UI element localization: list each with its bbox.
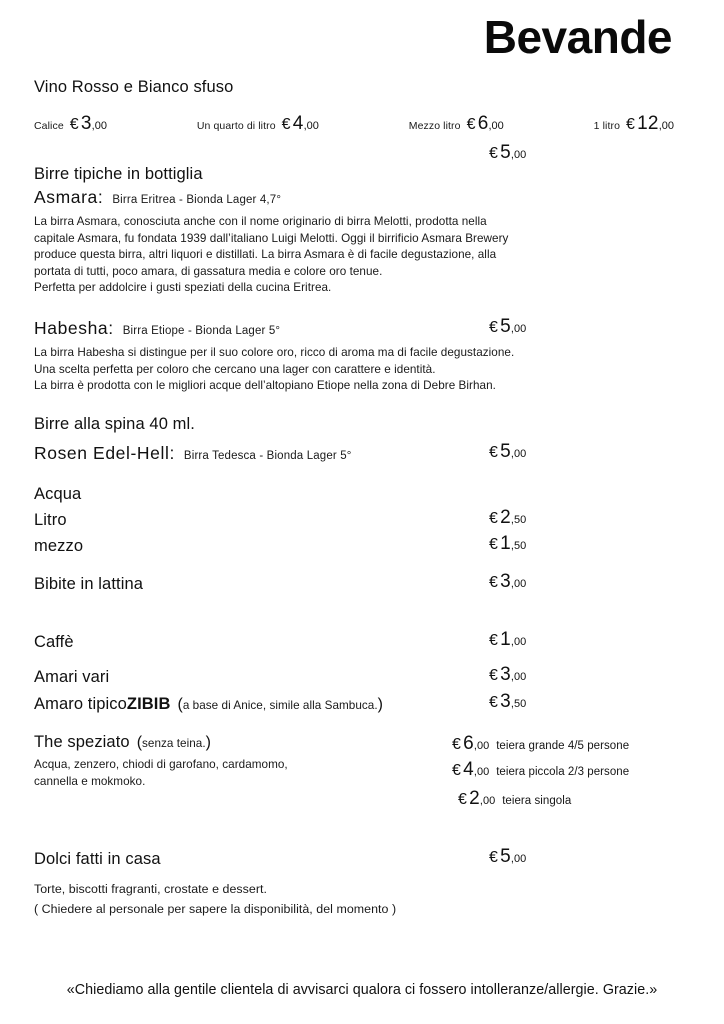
wine-item-price	[282, 113, 319, 135]
water-item-label: mezzo	[34, 537, 84, 555]
section-desserts	[34, 846, 694, 919]
asmara-row	[34, 187, 694, 208]
coffee-price	[489, 629, 526, 651]
price-amount: 3	[500, 691, 511, 712]
tea-price-singola	[458, 788, 571, 810]
price-amount: 5	[500, 441, 511, 462]
price-amount: 5	[500, 316, 511, 337]
wine-item-price	[467, 113, 504, 135]
wine-item-label: Un quarto di litro	[196, 120, 276, 132]
price-amount: 2	[469, 788, 480, 809]
section-water	[34, 485, 694, 556]
description-line: La birra Habesha si distingue per il suo colore oro, ricco di aroma ma di facile degustazione.	[34, 346, 515, 359]
currency-symbol: €	[489, 444, 499, 461]
currency-symbol: €	[489, 667, 499, 684]
price-amount: 5	[500, 142, 511, 163]
water-item-litro-price	[489, 507, 526, 529]
description-line: Acqua, zenzero, chiodi di garofano, cardamomo,	[34, 758, 288, 771]
page-title: Bevande	[483, 11, 672, 63]
tea-note-close-paren: )	[205, 734, 211, 751]
price-decimals: ,00	[510, 853, 527, 865]
description-line: cannella e mokmoko.	[34, 774, 146, 788]
price-decimals: ,50	[510, 514, 527, 526]
description-line: portata di tutti, poco amara, di gassatura media e colore oro tenue.	[34, 264, 383, 278]
tea-note: senza teina.	[142, 737, 206, 750]
section-cans	[34, 571, 694, 594]
section-bottled-beers	[34, 142, 694, 297]
currency-symbol: €	[489, 849, 499, 866]
asmara-name: Asmara:	[34, 187, 104, 207]
currency-symbol: €	[489, 536, 499, 553]
description-line: capitale Asmara, fu fondata 1939 dall’italiano Luigi Melotti. Oggi il birrificio Asmara Brewery	[34, 231, 509, 245]
rosen-edel-hell-price	[489, 441, 526, 463]
wine-item-label: 1 litro	[593, 120, 621, 132]
zibib-price	[489, 691, 526, 713]
cans-price	[489, 571, 526, 593]
price-amount: 3	[80, 113, 92, 134]
currency-symbol: €	[489, 632, 499, 649]
wine-heading: Vino Rosso e Bianco sfuso	[34, 78, 234, 96]
wine-item-label: Calice	[34, 120, 64, 132]
price-decimals: ,00	[303, 120, 319, 132]
description-line: produce questa birra, altri liquori e distillati. La birra Asmara è di facile degustazione, alla	[34, 248, 497, 262]
section-amari	[34, 664, 694, 714]
wine-item-litro	[594, 113, 674, 135]
rosen-edel-hell-name: Rosen Edel-Hell:	[34, 443, 175, 463]
habesha-subtitle: Birra Etiope - Bionda Lager 5°	[122, 325, 281, 337]
tea-heading: The speziato	[34, 733, 130, 751]
water-item-litro	[34, 511, 694, 530]
currency-symbol: €	[489, 145, 499, 162]
wine-item-label: Mezzo litro	[408, 120, 461, 132]
price-decimals: ,50	[510, 698, 527, 710]
zibib-prefix: Amaro tipico	[34, 695, 127, 713]
water-item-mezzo-price	[489, 533, 526, 555]
description-line: La birra è prodotta con le migliori acque dell’altopiano Etiope nella zona di Debre Birhan.	[34, 379, 496, 393]
coffee-label: Caffè	[34, 633, 74, 651]
amari-price	[489, 664, 526, 686]
bottled-beers-header-row	[34, 165, 694, 184]
habesha-price	[489, 316, 526, 338]
wine-price-list	[34, 113, 674, 135]
water-item-mezzo	[34, 537, 694, 556]
wine-item-mezzo-litro	[409, 113, 504, 135]
currency-symbol: €	[489, 510, 499, 527]
water-heading: Acqua	[34, 485, 82, 503]
rosen-edel-hell-row	[34, 443, 694, 464]
desserts-price	[489, 846, 526, 868]
zibib-row	[34, 695, 694, 714]
wine-item-price	[626, 113, 674, 135]
desserts-heading: Dolci fatti in casa	[34, 850, 161, 868]
price-decimals: ,00	[473, 740, 490, 752]
tea-note-open-paren: (	[136, 734, 143, 751]
habesha-name: Habesha:	[34, 318, 114, 338]
currency-symbol: €	[458, 791, 468, 808]
price-decimals: ,00	[488, 120, 504, 132]
rosen-edel-hell-subtitle: Birra Tedesca - Bionda Lager 5°	[183, 450, 352, 462]
tea-price-note: teiera singola	[502, 795, 572, 807]
price-amount: 3	[500, 571, 511, 592]
currency-symbol: €	[466, 116, 476, 133]
currency-symbol: €	[489, 319, 499, 336]
price-amount: 4	[292, 113, 304, 134]
price-amount: 12	[637, 113, 659, 134]
water-item-label: Litro	[34, 511, 67, 529]
asmara-description	[34, 214, 694, 297]
zibib-note: a base di Anice, simile alla Sambuca.	[182, 699, 378, 712]
description-line: Perfetta per addolcire i gusti speziati della cucina Eritrea.	[34, 281, 332, 295]
section-wine	[34, 78, 694, 135]
tea-price-piccola	[452, 759, 629, 781]
price-amount: 6	[463, 733, 474, 754]
price-amount: 5	[500, 846, 511, 867]
wine-item-price	[70, 113, 107, 135]
currency-symbol: €	[452, 762, 462, 779]
habesha-row	[34, 318, 694, 339]
allergy-notice: «Chiediamo alla gentile clientela di avvisarci qualora ci fossero intolleranze/allergie. Grazie.»	[66, 982, 658, 998]
price-decimals: ,00	[479, 795, 496, 807]
tea-price-note: teiera grande 4/5 persone	[496, 740, 630, 752]
section-habesha	[34, 318, 694, 395]
description-line: La birra Asmara, conosciuta anche con il nome originario di birra Melotti, prodotta nella	[34, 215, 487, 228]
price-decimals: ,50	[510, 540, 527, 552]
zibib-note-open-paren: (	[177, 696, 183, 713]
price-decimals: ,00	[91, 120, 107, 132]
price-decimals: ,00	[658, 120, 674, 132]
currency-symbol: €	[489, 694, 499, 711]
tea-price-note: teiera piccola 2/3 persone	[496, 766, 630, 778]
currency-symbol: €	[626, 116, 636, 133]
section-coffee	[34, 629, 694, 652]
amari-label: Amari vari	[34, 668, 110, 686]
zibib-name: ZIBIB	[126, 695, 171, 713]
asmara-subtitle: Birra Eritrea - Bionda Lager 4,7°	[112, 194, 282, 206]
currency-symbol: €	[452, 736, 462, 753]
price-amount: 6	[477, 113, 489, 134]
currency-symbol: €	[69, 116, 79, 133]
draft-beers-heading: Birre alla spina 40 ml.	[34, 415, 195, 433]
description-line: Una scelta perfetta per coloro che cercano una lager con carattere e identità.	[34, 362, 436, 376]
price-amount: 1	[500, 533, 511, 554]
price-amount: 2	[500, 507, 511, 528]
description-line: Torte, biscotti fragranti, crostate e dessert.	[34, 882, 268, 896]
currency-symbol: €	[489, 574, 499, 591]
currency-symbol: €	[281, 116, 291, 133]
price-amount: 1	[500, 629, 511, 650]
zibib-note-close-paren: )	[377, 696, 383, 713]
price-amount: 3	[500, 664, 511, 685]
price-decimals: ,00	[510, 578, 527, 590]
wine-item-quarto	[197, 113, 319, 135]
cans-label: Bibite in lattina	[34, 575, 144, 593]
habesha-description	[34, 345, 694, 395]
description-line: ( Chiedere al personale per sapere la disponibilità, del momento )	[34, 902, 397, 916]
tea-price-grande	[452, 733, 629, 755]
price-decimals: ,00	[510, 671, 527, 683]
desserts-description	[34, 879, 694, 919]
price-decimals: ,00	[510, 448, 527, 460]
price-amount: 4	[463, 759, 474, 780]
price-decimals: ,00	[510, 323, 527, 335]
section-draft-beers	[34, 415, 694, 464]
price-decimals: ,00	[473, 766, 490, 778]
price-decimals: ,00	[510, 149, 527, 161]
bottled-beers-heading: Birre tipiche in bottiglia	[34, 165, 203, 183]
price-decimals: ,00	[510, 636, 527, 648]
wine-item-calice	[34, 113, 107, 135]
bottled-beers-price	[489, 142, 526, 164]
